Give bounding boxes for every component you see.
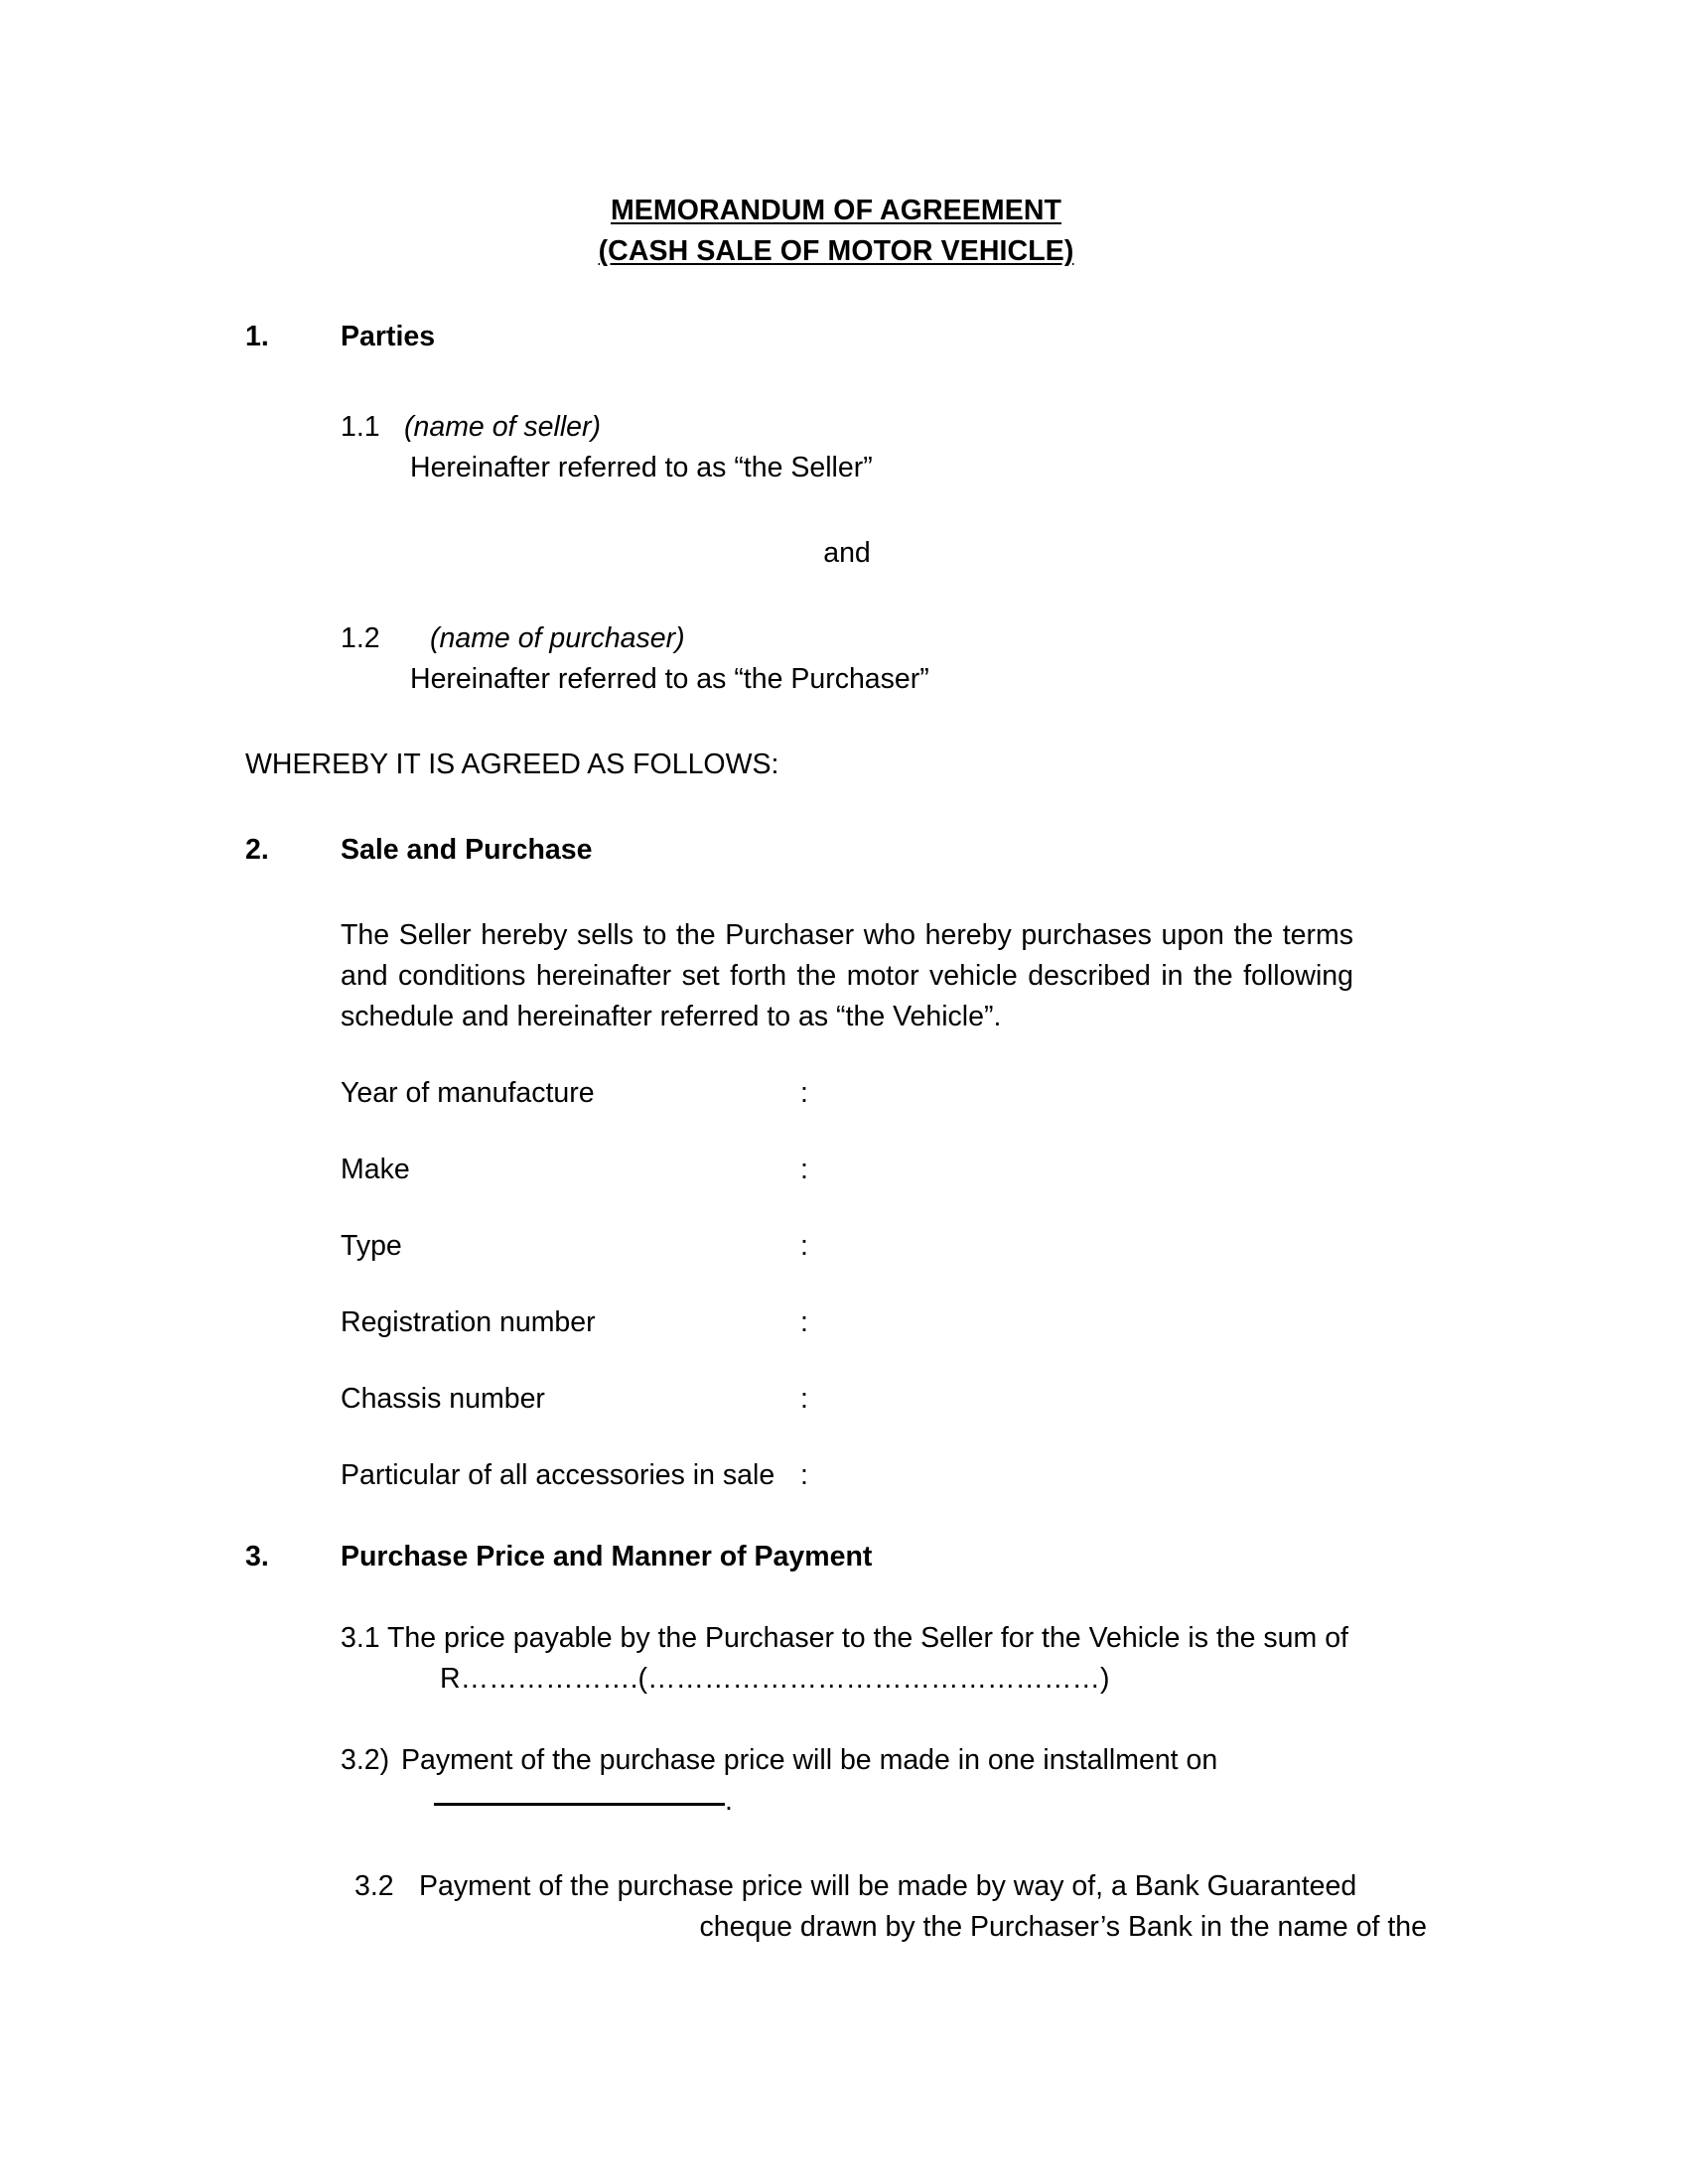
clause-3-2-installment xyxy=(341,1740,1427,1781)
fill-in-blank-rule[interactable] xyxy=(434,1803,725,1806)
clause-1-2 xyxy=(341,618,1427,659)
section-heading-parties xyxy=(245,317,1427,357)
clause-3-2-cheque xyxy=(354,1866,1427,1907)
schedule-row xyxy=(341,1073,1427,1114)
section-heading-sale-and-purchase xyxy=(245,830,1427,871)
section-number-2: 2. xyxy=(245,834,269,866)
clause-number-3-2: 3.2 xyxy=(354,1870,394,1902)
whereby-statement-text: WHEREBY IT IS AGREED AS FOLLOWS: xyxy=(245,749,779,780)
schedule-label: Particular of all accessories in sale xyxy=(341,1459,775,1491)
clause-3-1 xyxy=(341,1618,1427,1659)
section-number-3: 3. xyxy=(245,1541,269,1572)
clause-3-1-text: 3.1 The price payable by the Purchaser to the Seller for the Vehicle is the sum of xyxy=(341,1622,1348,1654)
title-line-2-text: (CASH SALE OF MOTOR VEHICLE) xyxy=(598,235,1074,267)
schedule-row xyxy=(341,1379,1427,1420)
clause-text-1-2: (name of purchaser) xyxy=(430,622,685,654)
clause-1-1-sub-text: Hereinafter referred to as “the Seller” xyxy=(410,452,873,483)
section-title-parties: Parties xyxy=(341,321,436,352)
sale-and-purchase-paragraph: The Seller hereby sells to the Purchaser who hereby purchases upon the terms and conditions hereinafter set forth the motor vehicle described in the following schedule and hereinafter referred to as “the Vehicle”. xyxy=(341,919,1353,1032)
clause-number-1-2: 1.2 xyxy=(341,622,380,654)
clause-1-1-sub xyxy=(410,448,1427,488)
clause-3-1-amount-line: R……………….(…………………………………………) xyxy=(440,1663,1110,1695)
schedule-row xyxy=(341,1226,1427,1267)
clause-3-2-cheque-continuation: cheque drawn by the Purchaser’s Bank in the name of the xyxy=(699,1911,1427,1943)
clause-1-2-sub xyxy=(410,659,1427,700)
section-number-1: 1. xyxy=(245,321,269,352)
conjunction-and: and xyxy=(823,537,871,569)
whereby-statement xyxy=(245,745,1427,785)
section-title-purchase-price: Purchase Price and Manner of Payment xyxy=(341,1541,873,1572)
schedule-label: Type xyxy=(341,1230,402,1262)
clause-1-2-sub-text: Hereinafter referred to as “the Purchaser” xyxy=(410,663,929,695)
schedule-row xyxy=(341,1455,1427,1496)
schedule-colon: : xyxy=(800,1077,808,1109)
clause-3-2-text: Payment of the purchase price will be made in one installment on xyxy=(401,1744,1218,1776)
schedule-colon: : xyxy=(800,1154,808,1185)
section-heading-purchase-price xyxy=(245,1537,1427,1577)
clause-number-1-1: 1.1 xyxy=(341,411,380,443)
document-title xyxy=(245,191,1427,272)
clause-3-2-blank-suffix: . xyxy=(725,1785,733,1817)
title-line-1 xyxy=(245,191,1427,231)
section-title-sale-and-purchase: Sale and Purchase xyxy=(341,834,593,866)
schedule-label: Registration number xyxy=(341,1306,596,1338)
clause-text-1-1: (name of seller) xyxy=(404,411,601,443)
title-line-1-text: MEMORANDUM OF AGREEMENT xyxy=(610,195,1062,226)
clause-3-2-cheque-text: Payment of the purchase price will be made by way of, a Bank Guaranteed xyxy=(419,1870,1357,1902)
schedule-row xyxy=(341,1302,1427,1343)
schedule-colon: : xyxy=(800,1306,808,1338)
title-line-2 xyxy=(245,231,1427,272)
schedule-colon: : xyxy=(800,1230,808,1262)
schedule-label: Year of manufacture xyxy=(341,1077,595,1109)
schedule-label: Make xyxy=(341,1154,410,1185)
schedule-colon: : xyxy=(800,1459,808,1491)
schedule-row xyxy=(341,1150,1427,1190)
vehicle-schedule xyxy=(245,1073,1427,1496)
clause-1-1 xyxy=(341,407,1427,448)
document-body xyxy=(245,0,1427,1948)
schedule-label: Chassis number xyxy=(341,1383,545,1415)
clause-number-3-2-paren: 3.2) xyxy=(341,1744,390,1776)
schedule-colon: : xyxy=(800,1383,808,1415)
clause-3-2-blank-line xyxy=(434,1781,1427,1822)
